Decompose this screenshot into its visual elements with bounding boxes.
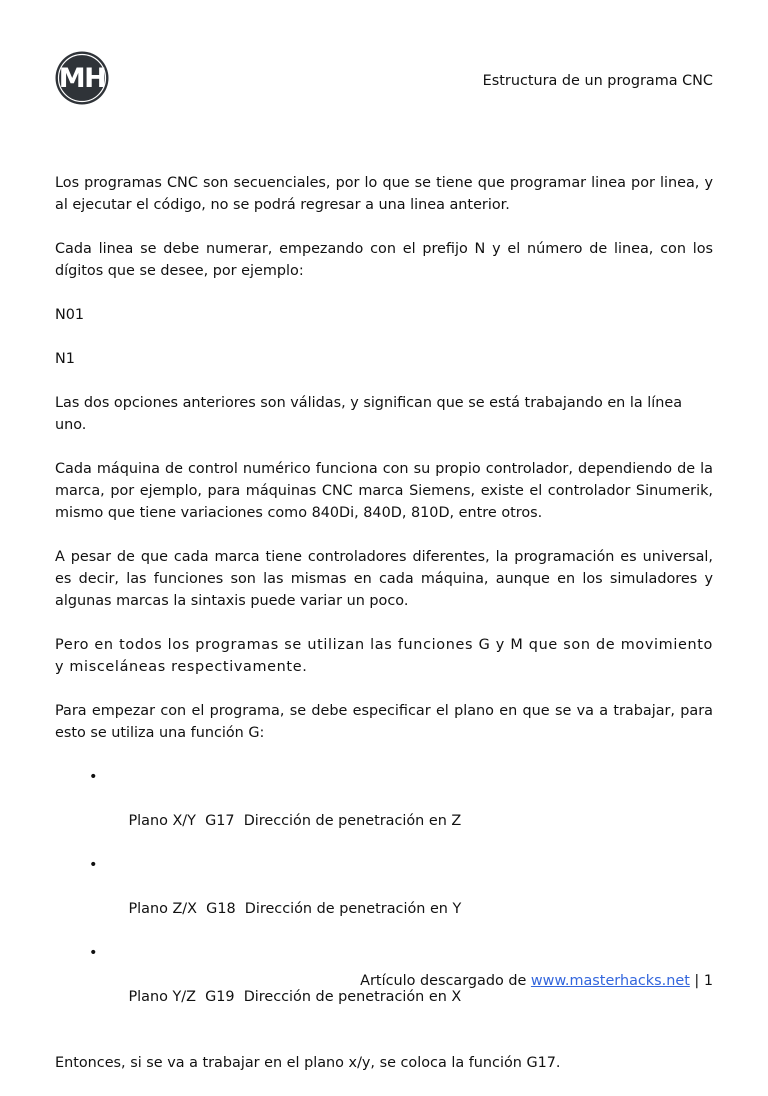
list-item-text: Plano X/Y G17 Dirección de penetración en Z: [128, 813, 462, 829]
page-footer: [360, 971, 713, 991]
list-item-text: Plano Y/Z G19 Dirección de penetración en X: [128, 989, 462, 1005]
list-item-text: Plano Z/X G18 Dirección de penetración en Y: [128, 901, 462, 917]
logo-text: MH: [58, 63, 106, 94]
example-n01: N01: [55, 307, 85, 323]
bullet-icon: •: [89, 857, 98, 873]
footer-prefix: Artículo descargado de: [360, 973, 531, 989]
paragraph-g-m-functions: Pero en todos los programas se utilizan las funciones G y M que son de movimiento y misceláneas respectivamente.: [55, 637, 713, 675]
paragraph-valid-options: Las dos opciones anteriores son válidas, y significan que se está trabajando en la línea uno.: [55, 395, 683, 433]
example-n1: N1: [55, 351, 75, 367]
masterhacks-logo: [55, 51, 109, 105]
document-body: [55, 172, 713, 1096]
paragraph-closing: Entonces, si se va a trabajar en el plano x/y, se coloca la función G17.: [55, 1055, 561, 1071]
paragraph-universal: A pesar de que cada marca tiene controladores diferentes, la programación es universal, es decir, las funciones son las mismas en cada máquina, aunque en los simuladores y algunas marcas la sintaxis puede variar un poco.: [55, 549, 713, 609]
paragraph-numbering: Cada linea se debe numerar, empezando con el prefijo N y el número de linea, con los dígitos que se desee, por ejemplo:: [55, 241, 713, 279]
list-item: [89, 766, 713, 854]
bullet-icon: •: [89, 769, 98, 785]
masterhacks-link[interactable]: www.masterhacks.net: [530, 973, 690, 989]
paragraph-sequential: Los programas CNC son secuenciales, por lo que se tiene que programar linea por linea, y al ejecutar el código, no se podrá regresar a una linea anterior.: [55, 175, 713, 213]
paragraph-controllers: Cada máquina de control numérico funciona con su propio controlador, dependiendo de la marca, por ejemplo, para máquinas CNC marca Siemens, existe el controlador Sinumerik, mismo que tiene variaciones como 840Di, 840D, 810D, entre otros.: [55, 461, 713, 521]
bullet-icon: •: [89, 945, 98, 961]
paragraph-plane: Para empezar con el programa, se debe especificar el plano en que se va a trabajar, para esto se utiliza una función G:: [55, 703, 713, 741]
document-title: Estructura de un programa CNC: [482, 73, 713, 89]
page-number: 1: [703, 973, 713, 989]
footer-separator: |: [689, 973, 704, 989]
list-item: [89, 854, 713, 942]
